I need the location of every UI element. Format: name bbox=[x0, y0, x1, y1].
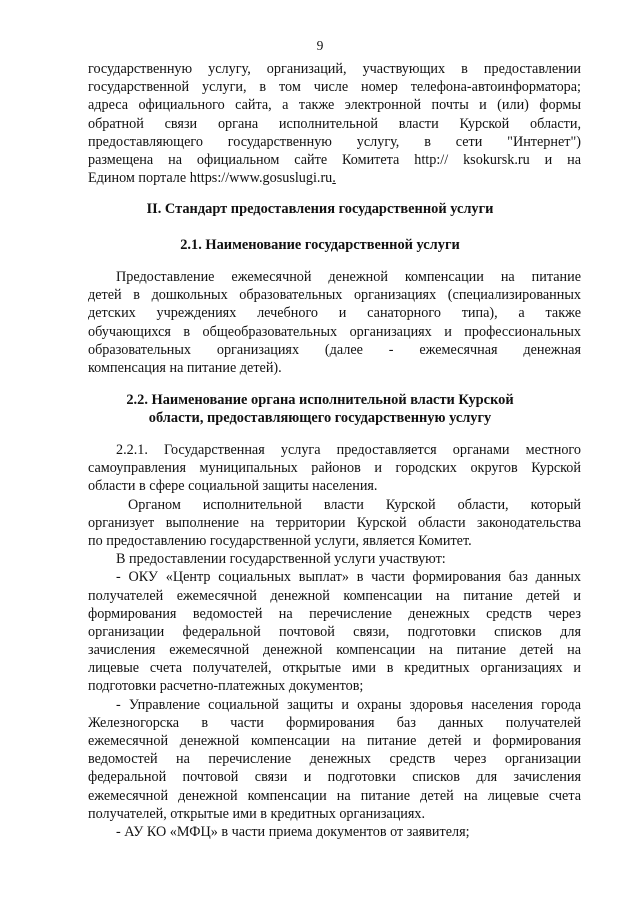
text-line: самоуправления муниципальных районов и городских округов Курской bbox=[88, 460, 581, 477]
text-line: образовательных организациях (далее - ежемесячная денежная bbox=[88, 341, 581, 358]
text-line: Предоставление ежемесячной денежной компенсации на питание bbox=[116, 269, 581, 285]
text-line: формирования ведомостей на перечисление денежных средств через bbox=[88, 605, 581, 622]
text-line: федеральной почтовой связи и подготовки списков для зачисления bbox=[88, 769, 581, 786]
text-line: организации федеральной почтовой связи, подготовки списков для bbox=[88, 623, 581, 640]
text-line: лицевые счета получателей, открытые ими в кредитных организациях и bbox=[88, 660, 581, 677]
text-fragment: Едином портале bbox=[88, 170, 190, 187]
text-line: области в сфере социальной защиты населения. bbox=[88, 478, 378, 495]
text-line: получателей, открытые ими в кредитных организациях. bbox=[88, 805, 426, 822]
text-line: ежемесячной денежной компенсации на питание детей и формирования bbox=[88, 733, 581, 749]
subsection-2-1-title: 2.1. Наименование государственной услуги bbox=[180, 237, 460, 253]
text-line: организует выполнение на территории Курской области законодательства bbox=[88, 514, 581, 531]
text-line: - ОКУ «Центр социальных выплат» в части формирования баз данных bbox=[116, 569, 581, 586]
subsection-2-2-title-line2: области, предоставляющего государственную услугу bbox=[148, 410, 492, 426]
text-line: зачисления ежемесячной денежной компенсации на питание детей на bbox=[88, 642, 581, 659]
text-line: Железногорска в части формирования баз данных получателей bbox=[88, 714, 581, 731]
intro-paragraph bbox=[88, 60, 581, 187]
text-line: обучающихся в общеобразовательных организациях и профессиональных bbox=[88, 323, 581, 340]
text-line: предоставляющего государственную услугу, в сети "Интернет") bbox=[88, 133, 581, 150]
text-line: получателей ежемесячной денежной компенсации на питание детей и bbox=[88, 587, 581, 604]
subsection-2-2-title-line1: 2.2. Наименование органа исполнительной власти Курской bbox=[126, 392, 514, 408]
portal-link[interactable]: https://www.gosuslugi.ru bbox=[189, 170, 333, 187]
text-line: размещена на официальном сайте Комитета http:// ksokursk.ru и на bbox=[88, 151, 581, 168]
text-line: подготовки расчетно-платежных документов; bbox=[88, 678, 364, 695]
text-line: государственную услугу, организаций, участвующих в предоставлении bbox=[88, 61, 581, 77]
text-line: В предоставлении государственной услуги участвуют: bbox=[116, 551, 446, 568]
text-line: обратной связи органа исполнительной власти Курской области, bbox=[88, 115, 581, 132]
page-number: 9 bbox=[316, 38, 324, 53]
text-line: адреса официального сайта, а также электронной почты и (или) формы bbox=[88, 97, 581, 114]
text-line: ведомостей на перечисление денежных средств через организации bbox=[88, 751, 581, 768]
text-fragment: . bbox=[332, 170, 336, 187]
text-line: детей в дошкольных образовательных организациях (специализированных bbox=[88, 287, 581, 304]
section-title: II. Стандарт предоставления государственной услуги bbox=[146, 201, 494, 217]
text-line: ежемесячной денежной компенсации на питание детей на лицевые счета bbox=[88, 787, 581, 804]
text-line: - Управление социальной защиты и охраны здоровья населения города bbox=[116, 696, 581, 713]
text-line: Органом исполнительной власти Курской области, который bbox=[128, 496, 581, 513]
text-line: детских учреждениях лечебного и санаторного типа), а также bbox=[88, 305, 581, 322]
text-line: 2.2.1. Государственная услуга предоставляется органами местного bbox=[116, 442, 581, 458]
subsection-2-1-paragraph bbox=[88, 268, 581, 377]
text-line: по предоставлению государственной услуги, является Комитет. bbox=[88, 532, 472, 549]
text-line: компенсация на питание детей). bbox=[88, 359, 282, 376]
subsection-2-2-body bbox=[88, 441, 581, 841]
text-line: - АУ КО «МФЦ» в части приема документов от заявителя; bbox=[116, 823, 470, 840]
text-line: государственной услуги, в том числе номер телефона-автоинформатора; bbox=[88, 79, 581, 96]
text-line bbox=[88, 169, 581, 187]
